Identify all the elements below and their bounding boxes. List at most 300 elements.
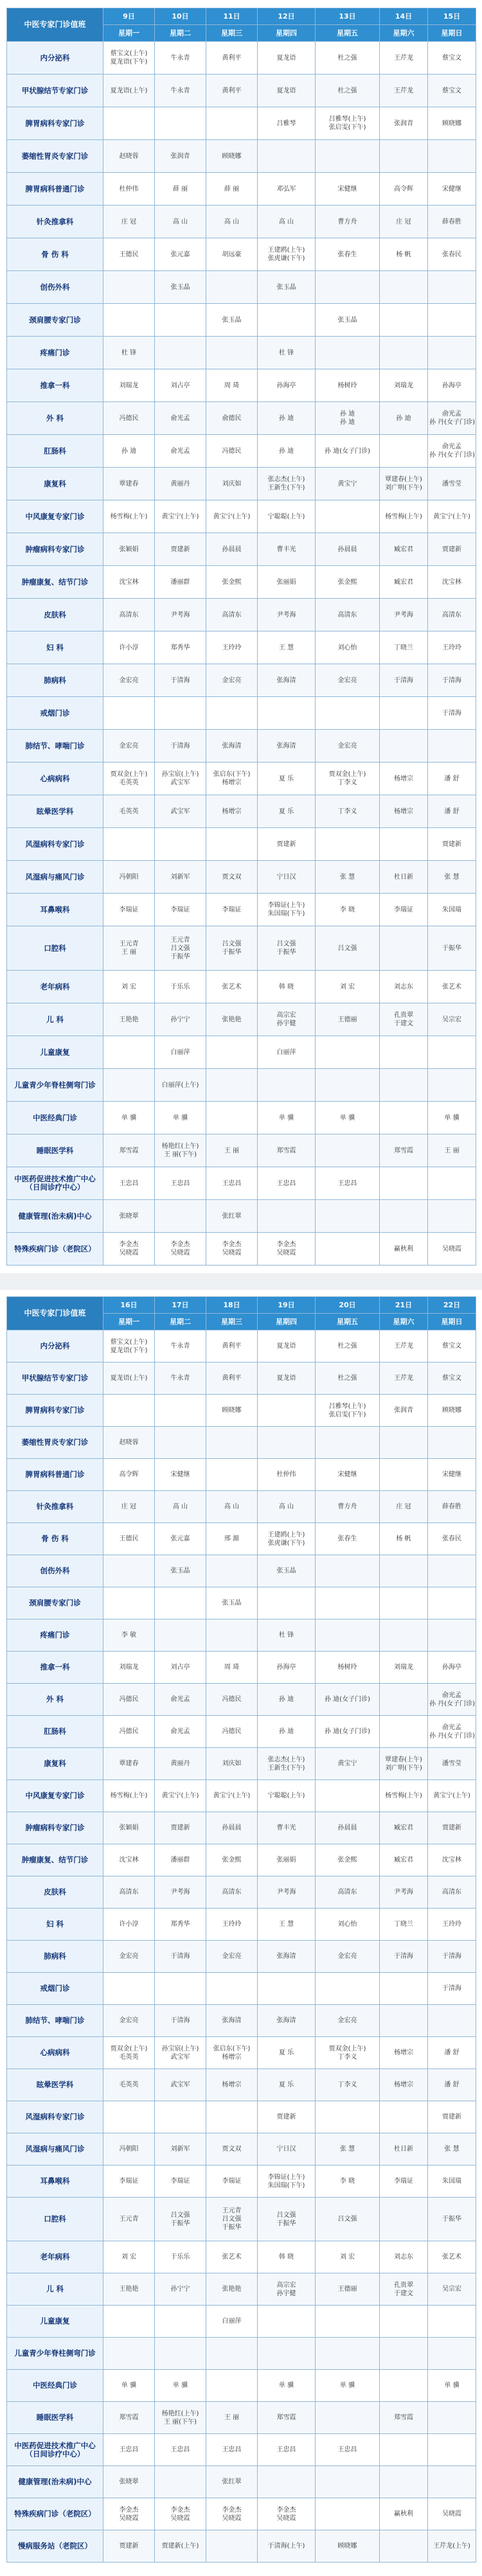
doctor-name: 薛 丽 [224,185,240,193]
schedule-table-week-2 [6,1296,476,2563]
doctor-cell [206,1619,258,1652]
doctor-cell [206,1233,258,1266]
doctor-name: 刘占亭 [170,1664,190,1671]
doctor-name: 俞光孟 [442,443,461,450]
department-name: 肺病科 [7,664,103,697]
doctor-cell [258,971,316,1003]
department-name: 中医经典门诊 [7,1102,103,1134]
doctor-name: 王新生(下午) [267,484,305,491]
doctor-name: 尹考海 [394,611,413,619]
weekday-header: 星期六 [380,1314,428,1330]
department-name: 耳鼻喉科 [7,894,103,926]
doctor-name: 毛英英 [119,779,139,786]
doctor-name: 武宝军 [170,2053,190,2061]
doctor-name: 臧宏君 [394,578,413,586]
doctor-name: 王 丽 [121,949,137,956]
doctor-cell [103,2402,155,2434]
doctor-name: 郑雪霞 [119,2414,139,2421]
doctor-cell [258,2273,316,2306]
doctor-name: 王元青 [170,936,190,944]
date-header: 20日 [316,1297,380,1314]
table-row [7,1684,476,1716]
doctor-name: 刘瑞龙 [394,1664,413,1671]
doctor-cell [103,599,155,631]
department-name: 肛肠科 [7,435,103,468]
doctor-name: 孙 迪(女子门诊) [325,447,370,455]
doctor-cell [316,1812,380,1844]
doctor-cell [380,337,428,369]
doctor-cell [103,1684,155,1716]
doctor-cell [428,238,476,271]
table-row [7,1167,476,1200]
doctor-name: 冯朝阳 [119,873,139,881]
doctor-name: 郑秀华 [170,644,190,651]
doctor-name: 张海清 [276,676,296,684]
weekday-header: 星期三 [206,25,258,42]
doctor-cell [155,1716,206,1748]
doctor-cell [206,1973,258,2005]
doctor-cell [380,1587,428,1619]
doctor-cell [316,828,380,861]
doctor-cell [103,107,155,140]
doctor-cell [380,1652,428,1684]
doctor-name: 黄宝宁(上午) [161,513,199,520]
doctor-name: 夏龙语(下午) [110,58,148,66]
doctor-name: 于清海 [170,2017,190,2024]
doctor-name: 吴晓霞 [442,2510,461,2518]
doctor-name: 顾晓娜 [442,1407,461,1414]
doctor-name: 夏龙语 [276,54,296,62]
table-row [7,402,476,435]
doctor-cell [258,861,316,894]
doctor-cell [380,435,428,468]
doctor-cell [258,664,316,697]
doctor-name: 夏 乐 [278,775,294,782]
doctor-name: 贾建新 [276,840,296,848]
doctor-cell [258,1233,316,1266]
doctor-name: 张启雯(下午) [328,124,366,131]
weekday-header: 星期日 [428,1314,476,1330]
department-name: 慢病服务站（老院区） [7,2530,103,2563]
doctor-cell [380,2530,428,2563]
doctor-cell [155,1003,206,1036]
doctor-name: 王忠昌 [337,2446,357,2453]
doctor-cell [258,1523,316,1555]
doctor-cell [428,971,476,1003]
doctor-cell [380,2133,428,2166]
doctor-cell [103,1427,155,1459]
table-row [7,697,476,730]
doctor-cell [428,2498,476,2530]
date-header: 9日 [103,8,155,25]
doctor-name: 张虎谦(下午) [267,255,305,262]
doctor-name: 丁李义 [337,779,357,786]
doctor-name: 丁晓兰 [394,1921,413,1928]
doctor-name: 王 丽 [224,2414,240,2421]
doctor-cell [206,894,258,926]
department-name: 肺病科 [7,1941,103,1973]
doctor-cell [380,533,428,566]
doctor-cell [380,2466,428,2498]
doctor-cell [206,1363,258,1395]
doctor-cell [206,2434,258,2466]
doctor-cell [380,2037,428,2069]
doctor-cell [258,337,316,369]
department-name: 中医经典门诊 [7,2370,103,2402]
table-row [7,2402,476,2434]
weekday-header: 星期三 [206,1314,258,1330]
doctor-cell [103,1134,155,1167]
doctor-cell [380,1036,428,1069]
doctor-name: 张 慧 [444,873,460,881]
doctor-cell [380,1134,428,1167]
doctor-name: 王艳艳 [119,2286,139,2293]
doctor-name: 夏龙语(上午) [110,1375,148,1382]
doctor-name: 单 骥 [339,1114,355,1122]
doctor-name: 邢 源 [224,1535,240,1542]
doctor-name: 孙 迪(女子门诊) [325,1728,370,1735]
doctor-cell [206,238,258,271]
doctor-name: 孙 丹(女子门诊) [429,419,475,426]
doctor-cell [258,1941,316,1973]
doctor-name: 黄利平 [222,87,242,94]
doctor-name: 臧宏君 [394,1824,413,1831]
doctor-cell [103,971,155,1003]
doctor-cell [380,2241,428,2273]
doctor-cell [155,2241,206,2273]
doctor-name: 武宝军 [170,2081,190,2088]
doctor-cell [258,1652,316,1684]
doctor-cell [155,533,206,566]
doctor-name: 夏龙语 [276,1375,296,1382]
doctor-cell [258,2434,316,2466]
doctor-name: 张颖娟 [119,1824,139,1831]
doctor-name: 孙 迪 [339,419,355,426]
doctor-name: 高令辉 [394,185,413,193]
doctor-name: 张玉晶 [276,1567,296,1575]
doctor-name: 赢秋利 [394,2510,413,2518]
doctor-cell [258,2530,316,2563]
department-name: 骨 伤 科 [7,238,103,271]
table-row [7,2005,476,2037]
doctor-name: 薛春胜 [442,1503,461,1510]
doctor-cell [206,1036,258,1069]
doctor-name: 杨增宗 [222,779,242,786]
doctor-cell [316,435,380,468]
table-row [7,173,476,206]
doctor-cell [206,2306,258,2338]
doctor-cell [155,140,206,173]
doctor-name: 武宝军 [170,807,190,815]
doctor-name: 吴晓霞 [119,1249,139,1257]
doctor-name: 孙 丹(女子门诊) [429,1700,475,1707]
doctor-name: 于清海 [170,676,190,684]
doctor-cell [316,763,380,795]
doctor-name: 潘 舒 [444,2081,460,2088]
table-row [7,828,476,861]
doctor-cell [155,1134,206,1167]
doctor-name: 周 琦 [224,382,240,389]
doctor-cell [380,1395,428,1427]
doctor-name: 于振华 [170,953,190,960]
doctor-cell [380,971,428,1003]
doctor-cell [206,697,258,730]
department-name: 创伤外科 [7,271,103,304]
doctor-cell [428,1036,476,1069]
doctor-name: 高清东 [442,1889,461,1896]
doctor-cell [155,369,206,402]
doctor-cell [103,2101,155,2133]
doctor-cell [155,2466,206,2498]
doctor-name: 顾晓娜 [442,119,461,127]
doctor-name: 丁李义 [337,2081,357,2088]
doctor-name: 张金熙 [337,578,357,586]
doctor-cell [155,2166,206,2198]
doctor-cell [206,599,258,631]
doctor-name: 高 山 [278,218,294,225]
doctor-cell [103,1844,155,1876]
doctor-cell [428,664,476,697]
doctor-name: 吴晓霞 [170,2514,190,2522]
doctor-cell [155,2005,206,2037]
doctor-name: 王忠昌 [119,1179,139,1187]
table-row [7,42,476,75]
doctor-cell [428,1069,476,1102]
doctor-cell [206,2241,258,2273]
doctor-cell [103,1876,155,1909]
table-row [7,1003,476,1036]
doctor-cell [258,2069,316,2101]
table-row [7,2241,476,2273]
doctor-cell [206,1134,258,1167]
doctor-cell [316,1491,380,1523]
doctor-name: 毛英英 [119,807,139,815]
department-name: 儿童青少年脊柱侧弯门诊 [7,1069,103,1102]
doctor-name: 张玉晶 [222,316,242,324]
table-row [7,894,476,926]
doctor-name: 孙宇健 [276,2289,296,2297]
doctor-cell [428,1684,476,1716]
doctor-name: 张元嘉 [170,1535,190,1542]
doctor-cell [103,894,155,926]
doctor-name: 贾文双 [222,2146,242,2153]
doctor-name: 王元青 [119,940,139,948]
doctor-cell [258,2370,316,2402]
doctor-cell [206,2498,258,2530]
doctor-cell [155,1909,206,1941]
doctor-name: 金宏亮 [119,742,139,750]
doctor-name: 高清东 [119,1889,139,1896]
doctor-cell [206,2198,258,2241]
doctor-cell [428,2273,476,2306]
doctor-name: 李瑞证 [170,2178,190,2185]
doctor-name: 潘丽群 [170,578,190,586]
doctor-name: 于振华 [276,2219,296,2227]
doctor-cell [103,1036,155,1069]
department-name: 中医药促进技术推广中心（日间诊疗中心） [7,1167,103,1200]
doctor-name: 杨增宗 [222,2053,242,2061]
doctor-cell [428,2306,476,2338]
weekday-header: 星期一 [103,25,155,42]
doctor-cell [258,402,316,435]
doctor-cell [316,2037,380,2069]
doctor-name: 于振华 [170,2219,190,2227]
doctor-cell [103,1363,155,1395]
doctor-name: 朱国瑞 [442,906,461,913]
doctor-cell [380,1812,428,1844]
doctor-name: 于清海 [170,742,190,750]
doctor-name: 李金杰 [170,1241,190,1248]
doctor-cell [428,1167,476,1200]
table-row [7,2498,476,2530]
doctor-cell [103,1003,155,1036]
doctor-cell [380,894,428,926]
doctor-name: 李瑞证 [394,906,413,913]
doctor-name: 吕雅琴(上午) [328,1402,366,1410]
doctor-name: 杜之强 [337,54,357,62]
doctor-name: 张润青 [394,119,413,127]
doctor-cell [316,1555,380,1587]
doctor-name: 孙宁宁 [170,1016,190,1023]
table-row [7,1587,476,1619]
doctor-name: 张春民 [442,251,461,258]
doctor-cell [380,1684,428,1716]
doctor-cell [316,1876,380,1909]
doctor-cell [428,1134,476,1167]
doctor-name: 俞光孟 [170,1696,190,1703]
doctor-cell [380,1102,428,1134]
doctor-name: 庄 冠 [121,218,137,225]
department-name: 中风康复专家门诊 [7,500,103,533]
doctor-cell [155,763,206,795]
department-name: 创伤外科 [7,1555,103,1587]
doctor-name: 张启东(下午) [213,771,251,778]
doctor-name: 贾双金(上午) [110,2045,148,2052]
doctor-cell [258,1003,316,1036]
doctor-name: 白丽萍 [222,2318,242,2325]
doctor-cell [428,75,476,107]
doctor-cell [155,1941,206,1973]
doctor-name: 曹丰光 [276,1824,296,1831]
department-name: 外 科 [7,1684,103,1716]
doctor-cell [155,1427,206,1459]
doctor-cell [155,206,206,238]
doctor-cell [103,1812,155,1844]
doctor-cell [316,1167,380,1200]
doctor-name: 刘 宏 [121,983,137,991]
table-row [7,1941,476,1973]
doctor-name: 杨增宗 [394,2081,413,2088]
doctor-cell [316,1748,380,1780]
doctor-name: 金宏亮 [119,1953,139,1960]
doctor-name: 金宏亮 [119,676,139,684]
doctor-cell [206,1555,258,1587]
doctor-cell [155,861,206,894]
doctor-cell [428,1555,476,1587]
doctor-name: 孙 丹(女子门诊) [429,452,475,459]
doctor-cell [428,1200,476,1233]
doctor-name: 赵晓蓉 [119,1439,139,1446]
doctor-cell [316,2530,380,2563]
doctor-cell [316,1909,380,1941]
doctor-name: 贾建新 [170,1824,190,1831]
table-row [7,1780,476,1812]
doctor-cell [428,2402,476,2434]
table-row [7,337,476,369]
doctor-cell [206,1069,258,1102]
doctor-cell [103,2241,155,2273]
table-row [7,140,476,173]
doctor-name: 刘广明(下午) [385,484,422,491]
doctor-cell [380,1363,428,1395]
doctor-cell [155,1395,206,1427]
doctor-name: 于建文 [394,1020,413,1027]
doctor-cell [155,730,206,763]
department-name: 肿瘤病科专家门诊 [7,533,103,566]
doctor-cell [103,2306,155,2338]
doctor-name: 于振华 [276,949,296,956]
doctor-cell [103,42,155,75]
doctor-cell [380,42,428,75]
doctor-cell [316,2133,380,2166]
doctor-cell [380,2402,428,2434]
doctor-cell [316,1003,380,1036]
doctor-cell [258,2166,316,2198]
doctor-cell [258,271,316,304]
doctor-cell [316,140,380,173]
department-name: 疼痛门诊 [7,1619,103,1652]
doctor-cell [380,1909,428,1941]
doctor-cell [206,369,258,402]
doctor-cell [258,2498,316,2530]
doctor-cell [428,206,476,238]
doctor-cell [206,730,258,763]
doctor-cell [380,1069,428,1102]
doctor-cell [103,2498,155,2530]
doctor-name: 王元青 [119,2216,139,2223]
doctor-cell [206,1587,258,1619]
table-row [7,533,476,566]
doctor-cell [103,1167,155,1200]
doctor-name: 冯德民 [119,1696,139,1703]
section-gap [0,1273,482,1290]
doctor-name: 臧宏君 [394,545,413,553]
doctor-cell [258,1619,316,1652]
doctor-cell [428,894,476,926]
doctor-name: 于清海 [170,1953,190,1960]
doctor-name: 牛永青 [170,1375,190,1382]
doctor-cell [206,971,258,1003]
doctor-name: 金宏亮 [337,1953,357,1960]
doctor-cell [206,926,258,971]
table-row [7,1427,476,1459]
department-name: 戒烟门诊 [7,1973,103,2005]
doctor-cell [380,304,428,337]
doctor-cell [258,206,316,238]
doctor-name: 刘心怡 [337,1921,357,1928]
doctor-name: 孙 迪 [278,1728,294,1735]
doctor-cell [258,2005,316,2037]
department-name: 脾胃病科普通门诊 [7,1459,103,1491]
doctor-name: 贾文双 [222,873,242,881]
doctor-name: 吴晓霞 [119,2514,139,2522]
doctor-cell [155,599,206,631]
date-header: 13日 [316,8,380,25]
doctor-cell [155,1748,206,1780]
doctor-cell [428,1652,476,1684]
doctor-cell [206,1427,258,1459]
doctor-cell [206,2101,258,2133]
